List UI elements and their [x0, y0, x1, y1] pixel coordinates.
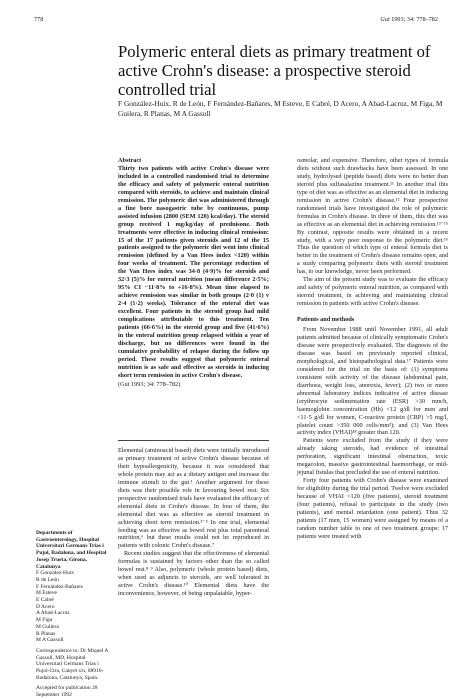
introduction-section	[118, 447, 269, 598]
abstract-heading: Abstract	[118, 157, 142, 164]
author-list: F González-Huix, R de León, F Fernández-Bañares, M Esteve, E Cabré, D Acero, A Abad-Lacruz, M Figa, M Guilera, R Planas, M A Gassull	[118, 99, 443, 118]
body-paragraph: osmolar, and expensive. Therefore, other types of formula diets without such drawbacks have been assessed. In one study, hydrolysed (peptide based) diets were no better than steroid plus sulfasalazine treatment.¹¹ In another trial this type of diet was as effective as an elemental diet in inducing remission in active Crohn's disease.¹² Four prospective randomised trials have investigated the role of polymeric formulas in Crohn's disease. In three of them, this diet was as effective as an elemental diet in achieving remission.¹³⁻¹⁵ By contrast, opposite results were obtained in a recent study, with a very poor response to the polymeric diet.¹⁶ Thus the question of which type of enteral formula diet is better in the treatment of Crohn's disease remains open, and a study comparing polymeric diets with steroid treatment has, to our knowledge, never been performed.	[297, 157, 448, 276]
intro-paragraph: Recent studies suggest that the effectiveness of elemental formulas is sustained by factors other than the so called bowel rest.⁸ ⁹ Also, polymeric (whole protein based) diets, when used as adjuncts to steroids, are well tolerated in active Crohn's disease.¹⁰ Elemental diets have the inconvenience, however, of being unpalatable, hyper-	[118, 550, 269, 598]
journal-volume: 1993; 34: 778–782	[391, 16, 438, 23]
affil-person: M Esteve	[36, 590, 57, 597]
affil-person: A Abad-Lacruz	[36, 610, 70, 617]
abstract-section	[118, 157, 269, 389]
methods-paragraph: Forty four patients with Crohn's disease were examined for eligibility during the trial period. Twelve were excluded because of VHAI <120 (five patients), steroid treatment (four patients), refusal to participate in the study (two patients), and mental retardation (one patient). Thus 32 patients (17 men, 15 women) were assigned by means of a random number table to one of two treatment groups: 17 patients were treated with	[297, 477, 448, 540]
methods-paragraph: From November 1988 until November 1991, all adult patients admitted because of clinically symptomatic Crohn's disease were prospectively evaluated. The diagnosis of the disease was based on previously reported clinical, morphological, and histopathological data.¹⁷ Patients were considered for the trial on the basis of: (1) symptoms consistent with activity of the disease (abdominal pain, diarrhoea, weight loss, anorexia, fever); (2) two or more abnormal laboratory indices indicative of active disease (erythrocyte sedimentation rate (ESR) >30 mm/h, haemoglobin concentration (Hb) <12 g/dl for men and <11·5 g/dl for women, C-reactive protein (CRP) >5 mg/l, platelet count >350 000 cells/mm³); and (3) Van Hees activity index (VHAI)¹⁸ greater than 120.	[297, 326, 448, 437]
institution: Departments of Gastroenterology, Hospital Universitari Germans Trias i Pujol, Badalona, and Hospital Josep Trueta, Girona, Catalunya	[36, 530, 107, 570]
journal-reference	[380, 16, 438, 24]
journal-name: Gut	[380, 16, 390, 23]
affil-person: F Fernández-Bañares	[36, 583, 83, 590]
affil-person: M Guilera	[36, 623, 59, 630]
correspondence: Correspondence to: Dr Miquel A Gassull, MD, Hospital Universitari Germans Trias i Pujol-Ctra, Canyet s/n, 08916-Badalona, Catalunya, Spain.	[36, 647, 109, 681]
affil-person: M A Gassull	[36, 637, 64, 644]
affil-person: R de León	[36, 576, 59, 583]
abstract-citation: (Gut 1993; 34: 778–782)	[118, 380, 181, 388]
right-column	[297, 157, 448, 541]
abstract-text: Thirty two patients with active Crohn's disease were included in a controlled randomised trial to determine the efficacy and safety of polymeric enteral nutrition compared with steroids, to achieve and maintain clinical remission. The polymeric diet was administered through a fine bore nasogastric tube by continuous, pump assisted infusion (2800 (SEM 120) kcal/day). The steroid group received 1 mg/kg/day of prednisone. Both treatments were effective in inducing clinical remission: 15 of the 17 patients given steroids and 12 of the 15 patients assigned to the polymeric diet went into clinical remission (defined by a Van Hees index <120) within four weeks of treatment. The percentage reduction of the Van Hees index was 34·8 (4·9)% for steroids and 32·3 (5)% for enteral nutrition (mean difference 2·5%; 95% CI −11·8% to +16·8%). Mean time elapsed to achieve remission was similar in both groups (2·0 (1) v 2·4 (1·2) weeks). Tolerance of the enteral diet was excellent. Four patients in the steroid group had mild complications attributable to this treatment. Ten patients (66·6%) in the steroid group and five (41·6%) in the enteral nutrition group relapsed within a year of discharge, but no differences were found in the cumulative probability of relapse during the follow up period. These results suggest that polymeric enteral nutrition is as safe and effective as steroids in inducing short term remission in active Crohn's disease.	[118, 164, 269, 379]
affil-person: E Cabré	[36, 597, 54, 604]
affil-person: D Acero	[36, 603, 55, 610]
body-paragraph: The aim of the present study was to evaluate the efficacy and safety of polymeric enteral nutrition, as compared with steroid treatment, in achieving and maintaining clinical remission in patients with active Crohn's disease.	[297, 276, 448, 308]
accepted-date: Accepted for publication 28 September 1992	[36, 685, 98, 699]
affiliation-block	[36, 530, 112, 699]
methods-paragraph: Patients were excluded from the study if they were already taking steroids, had evidence of intestinal perforation, significant intestinal obstruction, toxic megacolon, massive gastrointestinal haemorrhage, or mid-jejunal fistulas that precluded the use of enteral nutrition.	[297, 437, 448, 477]
page-number: 778	[34, 16, 44, 23]
abstract-divider	[118, 440, 269, 441]
methods-heading: Patients and methods	[297, 316, 355, 324]
affil-person: R Planas	[36, 630, 56, 637]
affil-person: M Figa	[36, 617, 53, 624]
affil-person: F González-Huix	[36, 570, 75, 577]
article-title: Polymeric enteral diets as primary treatment of active Crohn's disease: a prospective steroid controlled trial	[118, 42, 431, 99]
intro-paragraph: Elemental (aminoacid based) diets were initially introduced as primary treatment of active Crohn's disease because of their hypoallergenicity, because it was considered that whole protein may act as a dietary antigen and increase the immune stimuli to the gut.¹ Another argument for these diets was their possible role in favouring bowel rest. Six prospective randomised trials have evaluated the efficacy of elemental diets in Crohn's disease. In four of them, the elemental diet was as effective as steroid treatment in achieving short term remission.²⁻⁵ In one trial, elemental feeding was as effective as bowel rest plus total parenteral nutrition,⁶ but these results could not be reproduced in patients with colonic Crohn's disease.⁷	[118, 447, 269, 550]
